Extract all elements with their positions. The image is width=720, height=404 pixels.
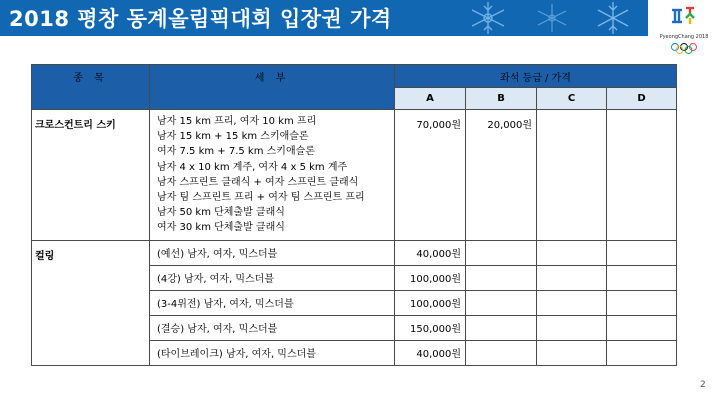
event-detail: (결승) 남자, 여자, 믹스더블 [150,315,395,340]
ticket-price-table [31,64,677,366]
detail-line: 여자 7.5 km + 7.5 km 스키애슬론 [157,146,315,158]
price-c [537,340,607,365]
page-number: 2 [700,380,706,390]
price-b [466,290,537,315]
price-d [607,265,677,290]
header-price-group: 좌석 등급 / 가격 [395,65,677,88]
olympic-rings-icon [669,42,699,54]
snowflake-icon [588,0,638,36]
price-a: 70,000원 [395,110,466,241]
price-a: 40,000원 [395,240,466,265]
price-a: 100,000원 [395,290,466,315]
detail-line: 남자 4 x 10 km 계주, 여자 4 x 5 km 계주 [157,161,348,173]
price-d [607,340,677,365]
table-row [32,110,677,241]
price-c [537,315,607,340]
header-category: 종 목 [32,65,150,110]
detail-line: 남자 팀 스프린트 프리 + 여자 팀 스프린트 프리 [157,192,365,204]
grade-header-d: D [607,88,677,110]
price-d [607,290,677,315]
table-row [32,240,677,265]
event-detail: (타이브레이크) 남자, 여자, 믹스더블 [150,340,395,365]
price-c [537,265,607,290]
logo-mark-icon [648,4,720,38]
snowflake-icon [528,0,576,36]
detail-line: 남자 15 km 프리, 여자 10 km 프리 [157,116,317,127]
price-b [466,265,537,290]
price-a: 100,000원 [395,265,466,290]
grade-header-b: B [466,88,537,110]
detail-line: 여자 30 km 단체출발 클래식 [157,222,285,234]
price-d [607,315,677,340]
grade-header-c: C [537,88,607,110]
event-detail: (3-4위전) 남자, 여자, 믹스더블 [150,290,395,315]
price-a: 40,000원 [395,340,466,365]
header-detail: 세 부 [150,65,395,110]
detail-line: 남자 15 km + 15 km 스키애슬론 [157,131,309,143]
price-a: 150,000원 [395,315,466,340]
price-b [466,340,537,365]
detail-line: 남자 50 km 단체출발 클래식 [157,207,285,219]
price-b [466,315,537,340]
price-c [537,110,607,241]
snowflake-icon [458,0,518,36]
price-b [466,240,537,265]
price-b: 20,000원 [466,110,537,241]
grade-header-a: A [395,88,466,110]
price-c [537,290,607,315]
page-title: 2018 평창 동계올림픽대회 입장권 가격 [9,7,392,31]
price-c [537,240,607,265]
logo-text: PyeongChang 2018 [659,34,709,40]
pyeongchang-logo [648,0,720,62]
event-detail: (4강) 남자, 여자, 믹스더블 [150,265,395,290]
event-details [150,110,395,241]
price-d [607,240,677,265]
title-bar [0,0,720,36]
event-name: 컬링 [32,240,150,365]
event-name: 크로스컨트리 스키 [32,110,150,241]
price-d [607,110,677,241]
event-detail: (예선) 남자, 여자, 믹스더블 [150,240,395,265]
detail-line: 남자 스프린트 클래식 + 여자 스프린트 클래식 [157,176,359,188]
